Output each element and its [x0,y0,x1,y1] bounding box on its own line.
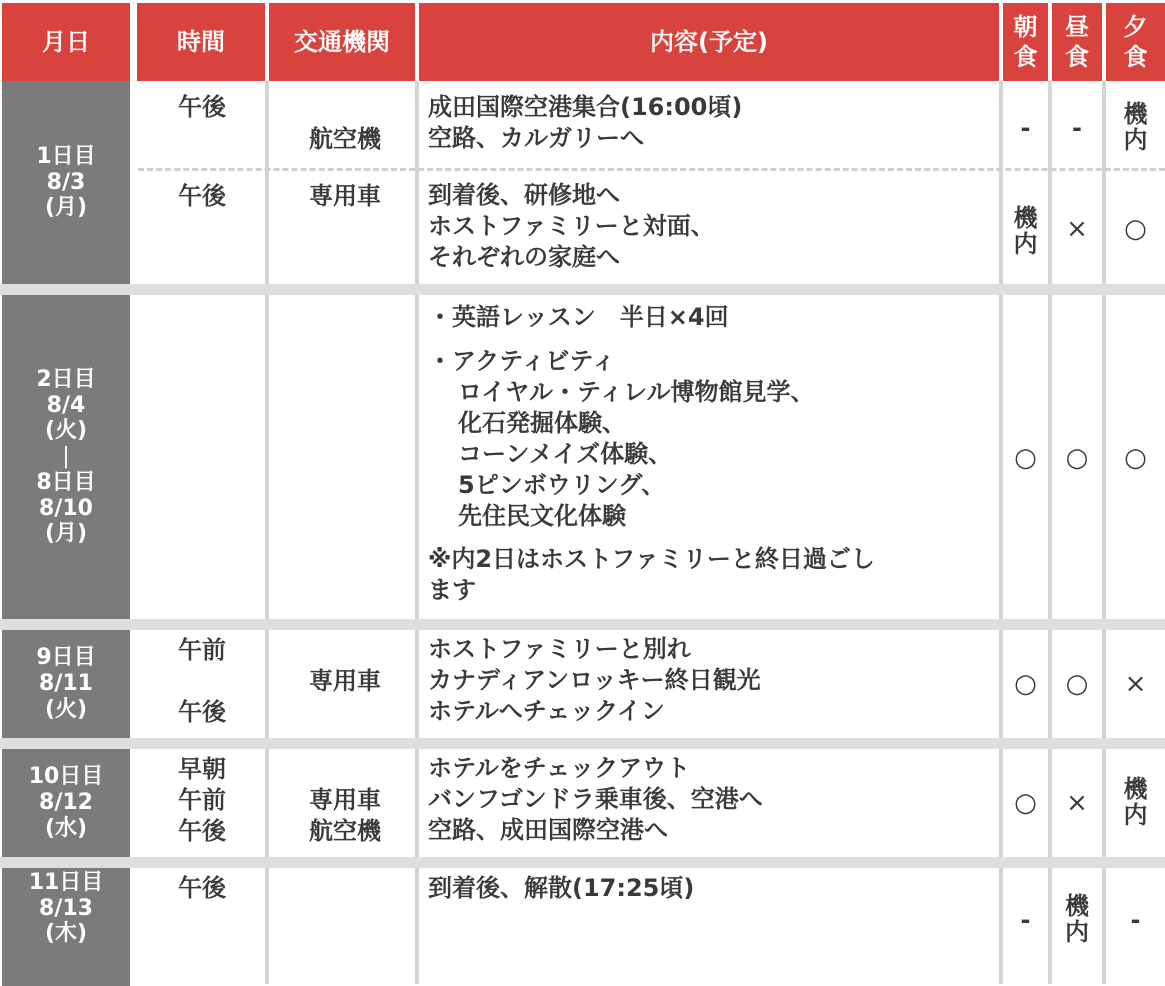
dinner-cell: 機 内 [1123,775,1148,829]
day-cell-4: 10日目 8/12 (水) [2,749,130,857]
header-date: 月日 [2,3,130,81]
time-cell: 午前 [178,636,226,664]
content-cell: 成田国際空港集合(16:00頃) 空路、カルガリーへ [428,93,743,152]
dinner-cell: - [1130,906,1141,934]
header-dinner: 夕 食 [1106,3,1165,81]
breakfast-cell: ○ [1014,788,1037,818]
lunch-cell: ○ [1065,669,1089,699]
time-cell: 午後 [178,698,226,726]
day-cell-5: 11日目 8/13 (木) [2,868,130,986]
day-cell-1: 1日目 8/3 (月) [2,81,130,284]
lunch-cell: ○ [1065,443,1089,473]
row-separator [0,857,1165,868]
content-cell: 到着後、解散(17:25頃) [428,874,695,902]
time-cell: 午後 [178,182,226,210]
dinner-cell: ○ [1124,214,1147,244]
column-divider [415,81,419,984]
transport-cell: 専用車 [309,182,381,210]
breakfast-cell: ○ [1014,669,1037,699]
content-cell: ホストファミリーと別れ カナディアンロッキー終日観光 ホテルへチェックイン [428,635,761,725]
dinner-cell: 機 内 [1123,100,1148,154]
row-separator [0,738,1165,749]
time-cell: 午後 [178,874,226,902]
breakfast-cell: ○ [1014,443,1037,473]
header-breakfast: 朝 食 [1003,3,1048,81]
lunch-cell: × [1066,788,1088,818]
day-cell-3: 9日目 8/11 (火) [2,630,130,738]
lunch-cell: × [1066,214,1088,244]
content-cell: ・英語レッスン 半日×4回 ・アクティビティ ロイヤル・ティレル博物館見学、 化石発掘体験、 コーンメイズ体験、 5ピンボウリング、 先住民文化体験 ※内2日はホストファミリーと終日過ごし ます [428,303,875,604]
day-cell-2: 2日目 8/4 (火) | 8日目 8/10 (月) [2,295,130,619]
lunch-cell: - [1072,114,1082,142]
transport-cell: 専用車 航空機 [309,786,381,845]
header-time: 時間 [137,3,265,81]
breakfast-cell: 機 内 [1013,204,1038,258]
breakfast-cell: - [1020,114,1031,142]
row-divider-dashed [138,168,1165,171]
column-divider [265,81,269,984]
content-cell: ホテルをチェックアウト バンフゴンドラ乗車後、空港へ 空路、成田国際空港へ [428,754,763,844]
transport-cell: 専用車 [309,667,381,695]
header-transport: 交通機関 [269,3,415,81]
row-separator [0,284,1165,295]
time-cell: 早朝 午前 午後 [178,755,226,845]
row-separator [0,619,1165,630]
dinner-cell: ○ [1124,443,1147,473]
content-cell: 到着後、研修地へ ホストファミリーと対面、 それぞれの家庭へ [428,181,715,271]
lunch-cell: 機 内 [1065,892,1089,946]
breakfast-cell: - [1020,906,1031,934]
header-content: 内容(予定) [419,3,999,81]
dinner-cell: × [1124,669,1147,699]
header-lunch: 昼 食 [1052,3,1102,81]
time-cell: 午後 [178,93,226,121]
transport-cell: 航空機 [309,125,381,153]
